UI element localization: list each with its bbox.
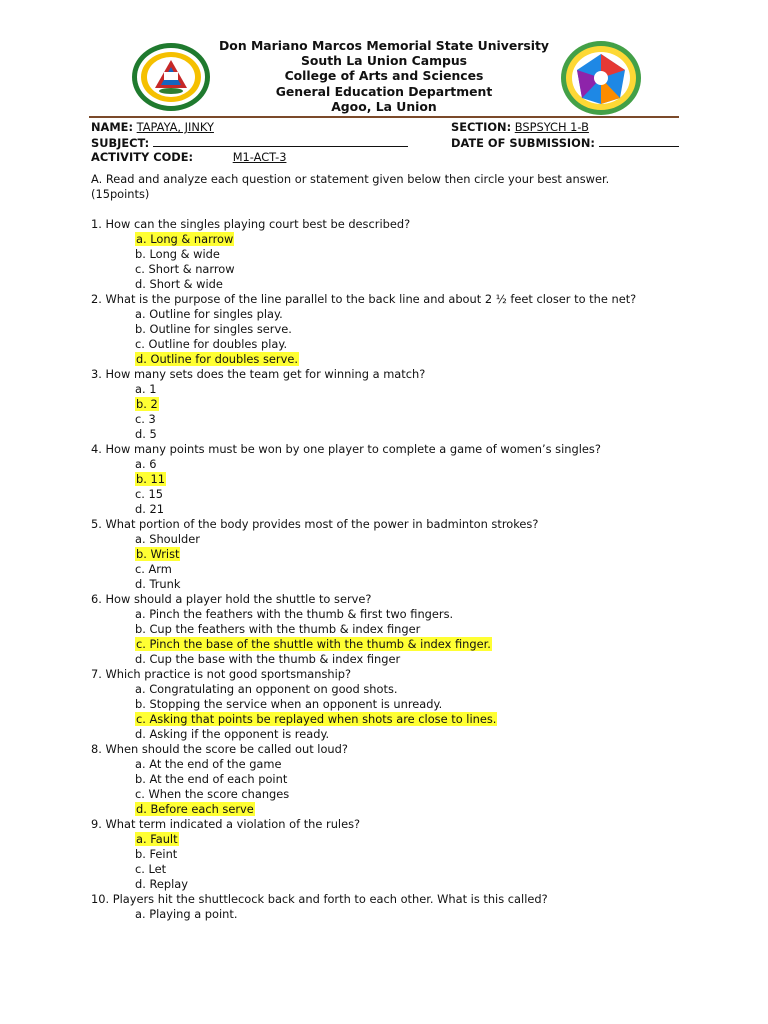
- question-list: [91, 217, 671, 922]
- answer-option-label: a. Shoulder: [135, 532, 200, 546]
- name-field: [91, 120, 214, 135]
- location-name: Agoo, La Union: [331, 98, 437, 114]
- answer-option[interactable]: [135, 472, 671, 487]
- answer-option[interactable]: [135, 637, 671, 652]
- selected-answer-label: d. Before each serve: [136, 802, 254, 816]
- question-5: 5. What portion of the body provides most of the power in badminton strokes?: [91, 517, 539, 531]
- question-8: 8. When should the score be called out loud?: [91, 742, 348, 756]
- answer-option-label: c. 15: [135, 487, 163, 501]
- answer-option[interactable]: [135, 682, 671, 697]
- answer-option[interactable]: [135, 772, 671, 787]
- answer-option[interactable]: [135, 352, 671, 367]
- question-10: 10. Players hit the shuttlecock back and forth to each other. What is this called?: [91, 892, 548, 906]
- answer-option[interactable]: [135, 502, 671, 517]
- selected-answer-label: b. 2: [136, 397, 158, 411]
- date-blank: [599, 135, 679, 147]
- selected-answer-label: a. Long & narrow: [136, 232, 234, 246]
- answer-option[interactable]: [135, 577, 671, 592]
- answer-option-label: d. Short & wide: [135, 277, 223, 291]
- question-9: 9. What term indicated a violation of the rules?: [91, 817, 361, 831]
- answer-option-label: c. When the score changes: [135, 787, 290, 801]
- answer-option[interactable]: [135, 532, 671, 547]
- answer-option[interactable]: [135, 622, 671, 637]
- answer-option-label: a. Congratulating an opponent on good shots.: [135, 682, 398, 696]
- answer-option-label: d. Replay: [135, 877, 188, 891]
- answer-option-label: a. 1: [135, 382, 157, 396]
- subject-label: SUBJECT:: [91, 136, 150, 150]
- answer-option-label: a. Playing a point.: [135, 907, 238, 921]
- subject-field: [91, 135, 408, 151]
- question-7: 7. Which practice is not good sportsmanship?: [91, 667, 352, 681]
- answer-option[interactable]: [135, 877, 671, 892]
- university-name: Don Mariano Marcos Memorial State University: [219, 38, 549, 53]
- question-6: 6. How should a player hold the shuttle to serve?: [91, 592, 372, 606]
- answer-option-label: c. 3: [135, 412, 156, 426]
- answer-option[interactable]: [135, 322, 671, 337]
- section-field: [451, 120, 589, 135]
- answer-option[interactable]: [135, 457, 671, 472]
- date-label: DATE OF SUBMISSION:: [451, 136, 595, 150]
- selected-answer-label: a. Fault: [136, 832, 178, 846]
- answer-option[interactable]: [135, 787, 671, 802]
- answer-option-label: d. 5: [135, 427, 157, 441]
- quiz-content: [91, 172, 671, 922]
- answer-option[interactable]: [135, 262, 671, 277]
- instructions: A. Read and analyze each question or statement given below then circle your best answer. (15points): [91, 172, 610, 201]
- selected-answer-label: c. Asking that points be replayed when shots are close to lines.: [136, 712, 497, 726]
- subject-blank: [153, 135, 408, 147]
- answer-option[interactable]: [135, 862, 671, 877]
- answer-option-label: c. Arm: [135, 562, 172, 576]
- selected-answer-label: c. Pinch the base of the shuttle with the thumb & index finger.: [136, 637, 491, 651]
- question-4: 4. How many points must be won by one player to complete a game of women’s singles?: [91, 442, 601, 456]
- answer-option-label: a. At the end of the game: [135, 757, 282, 771]
- answer-option-label: b. Cup the feathers with the thumb & index finger: [135, 622, 421, 636]
- selected-answer-label: b. 11: [136, 472, 165, 486]
- section-value: BSPSYCH 1-B: [514, 120, 589, 134]
- answer-option[interactable]: [135, 412, 671, 427]
- activity-value: M1-ACT-3: [232, 150, 287, 164]
- answer-option-label: b. Long & wide: [135, 247, 220, 261]
- answer-option-label: a. 6: [135, 457, 157, 471]
- answer-option-label: c. Let: [135, 862, 167, 876]
- answer-option-label: b. Stopping the service when an opponent is unready.: [135, 697, 443, 711]
- name-value: TAPAYA, JINKY: [136, 120, 214, 134]
- department-name: General Education Department: [275, 83, 493, 99]
- answer-option[interactable]: [135, 652, 671, 667]
- answer-option[interactable]: [135, 607, 671, 622]
- header-divider: [89, 116, 679, 118]
- answer-option-label: d. Asking if the opponent is ready.: [135, 727, 330, 741]
- answer-option-label: b. Feint: [135, 847, 178, 861]
- answer-option[interactable]: [135, 277, 671, 292]
- college-name: College of Arts and Sciences: [284, 68, 484, 84]
- campus-name: South La Union Campus: [300, 53, 468, 69]
- answer-option[interactable]: [135, 247, 671, 262]
- answer-option-label: d. 21: [135, 502, 164, 516]
- answer-option[interactable]: [135, 847, 671, 862]
- answer-option-label: c. Outline for doubles play.: [135, 337, 288, 351]
- answer-option[interactable]: [135, 547, 671, 562]
- answer-option[interactable]: [135, 382, 671, 397]
- activity-field: [91, 150, 357, 165]
- answer-option[interactable]: [135, 427, 671, 442]
- answer-option-label: b. At the end of each point: [135, 772, 288, 786]
- answer-option[interactable]: [135, 562, 671, 577]
- answer-option[interactable]: [135, 307, 671, 322]
- answer-option-label: a. Outline for singles play.: [135, 307, 283, 321]
- college-seal-icon: [560, 40, 642, 116]
- answer-option[interactable]: [135, 727, 671, 742]
- answer-option[interactable]: [135, 487, 671, 502]
- answer-option[interactable]: [135, 232, 671, 247]
- answer-option[interactable]: [135, 697, 671, 712]
- name-label: NAME:: [91, 120, 134, 134]
- answer-option[interactable]: [135, 337, 671, 352]
- question-2: 2. What is the purpose of the line parallel to the back line and about 2 ½ feet closer to the net?: [91, 292, 637, 306]
- answer-option-label: d. Trunk: [135, 577, 181, 591]
- answer-option-label: d. Cup the base with the thumb & index finger: [135, 652, 401, 666]
- answer-option[interactable]: [135, 832, 671, 847]
- question-3: 3. How many sets does the team get for winning a match?: [91, 367, 426, 381]
- question-1: 1. How can the singles playing court best be described?: [91, 217, 411, 231]
- selected-answer-label: d. Outline for doubles serve.: [136, 352, 298, 366]
- section-label: SECTION:: [451, 120, 512, 134]
- answer-option-label: a. Pinch the feathers with the thumb & first two fingers.: [135, 607, 454, 621]
- activity-label: ACTIVITY CODE:: [91, 150, 194, 164]
- answer-option-label: b. Outline for singles serve.: [135, 322, 292, 336]
- answer-option[interactable]: [135, 802, 671, 817]
- date-field: [451, 135, 679, 151]
- answer-option[interactable]: [135, 712, 671, 727]
- answer-option[interactable]: [135, 397, 671, 412]
- answer-option[interactable]: [135, 757, 671, 772]
- selected-answer-label: b. Wrist: [136, 547, 180, 561]
- answer-option-label: c. Short & narrow: [135, 262, 235, 276]
- answer-option[interactable]: [135, 907, 671, 922]
